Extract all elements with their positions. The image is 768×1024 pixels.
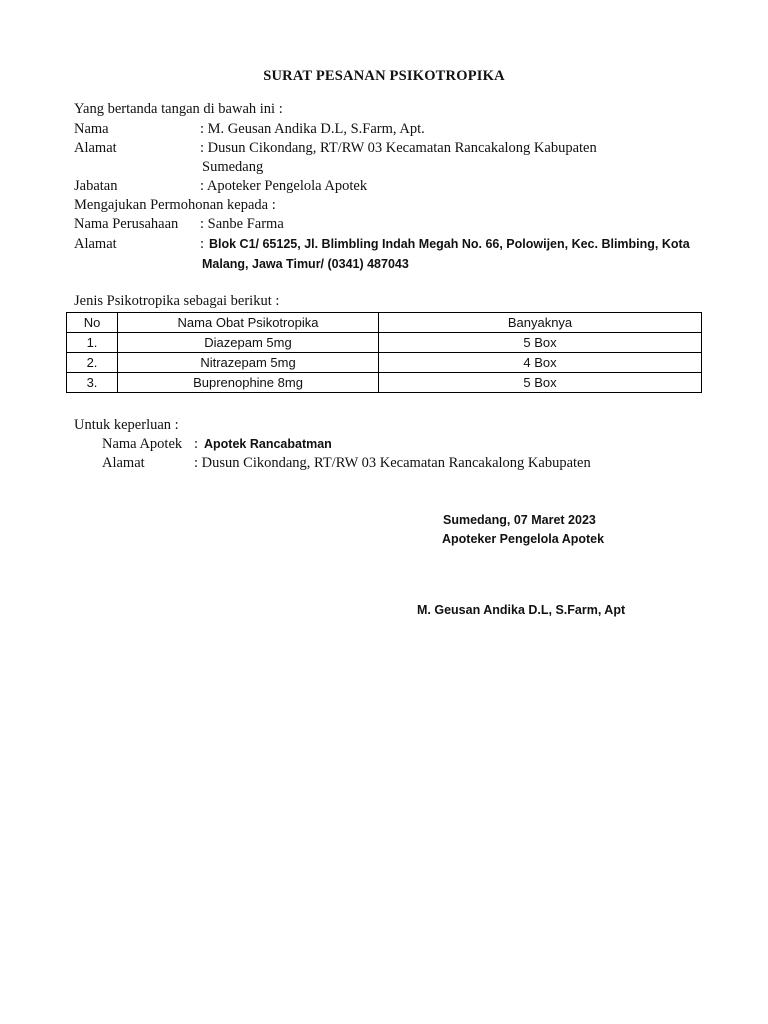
table-header-row [67, 313, 702, 333]
row-drug-name: Diazepam 5mg [118, 333, 379, 353]
list-intro: Jenis Psikotropika sebagai berikut : [74, 293, 280, 309]
signer-position-value: : Apoteker Pengelola Apotek [200, 178, 368, 194]
psychotropic-items-table [66, 312, 702, 393]
signer-position-label: Jabatan [74, 178, 118, 194]
signer-address-line2: Sumedang [202, 159, 264, 175]
table-row [67, 373, 702, 393]
header-quantity: Banyaknya [379, 313, 702, 333]
row-drug-name: Nitrazepam 5mg [118, 353, 379, 373]
row-no: 2. [67, 353, 118, 373]
purpose-address-label: Alamat [102, 455, 145, 471]
header-drug-name: Nama Obat Psikotropika [118, 313, 379, 333]
supplier-address-line1: Blok C1/ 65125, Jl. Blimbling Indah Megah No. 66, Polowijen, Kec. Blimbing, Kota [209, 237, 690, 251]
signer-name-value: : M. Geusan Andika D.L, S.Farm, Apt. [200, 121, 425, 137]
header-no: No [67, 313, 118, 333]
row-quantity: 4 Box [379, 353, 702, 373]
request-intro: Mengajukan Permohonan kepada : [74, 197, 276, 213]
closing-place-date: Sumedang, 07 Maret 2023 [443, 513, 596, 527]
row-quantity: 5 Box [379, 373, 702, 393]
purpose-intro: Untuk keperluan : [74, 417, 179, 433]
row-drug-name: Buprenophine 8mg [118, 373, 379, 393]
closing-signer-name: M. Geusan Andika D.L, S.Farm, Apt [417, 603, 626, 617]
purpose-pharmacy-value: Apotek Rancabatman [204, 437, 332, 451]
purpose-pharmacy-label: Nama Apotek [102, 436, 183, 452]
row-no: 3. [67, 373, 118, 393]
supplier-address-label: Alamat [74, 236, 117, 252]
intro-text: Yang bertanda tangan di bawah ini : [74, 101, 283, 117]
document-title: SURAT PESANAN PSIKOTROPIKA [263, 68, 505, 84]
row-no: 1. [67, 333, 118, 353]
purpose-address-value: : Dusun Cikondang, RT/RW 03 Kecamatan Rancakalong Kabupaten [194, 455, 591, 471]
signer-address-line1: : Dusun Cikondang, RT/RW 03 Kecamatan Rancakalong Kabupaten [200, 140, 597, 156]
signer-name-label: Nama [74, 121, 109, 137]
row-quantity: 5 Box [379, 333, 702, 353]
supplier-address-colon: : [200, 236, 205, 252]
signer-address-label: Alamat [74, 140, 117, 156]
supplier-company-value: : Sanbe Farma [200, 216, 284, 232]
closing-role: Apoteker Pengelola Apotek [442, 532, 605, 546]
table-row [67, 353, 702, 373]
supplier-company-label: Nama Perusahaan [74, 216, 179, 232]
supplier-address-line2: Malang, Jawa Timur/ (0341) 487043 [202, 257, 409, 271]
purpose-pharmacy-colon: : [194, 436, 199, 452]
table-row [67, 333, 702, 353]
